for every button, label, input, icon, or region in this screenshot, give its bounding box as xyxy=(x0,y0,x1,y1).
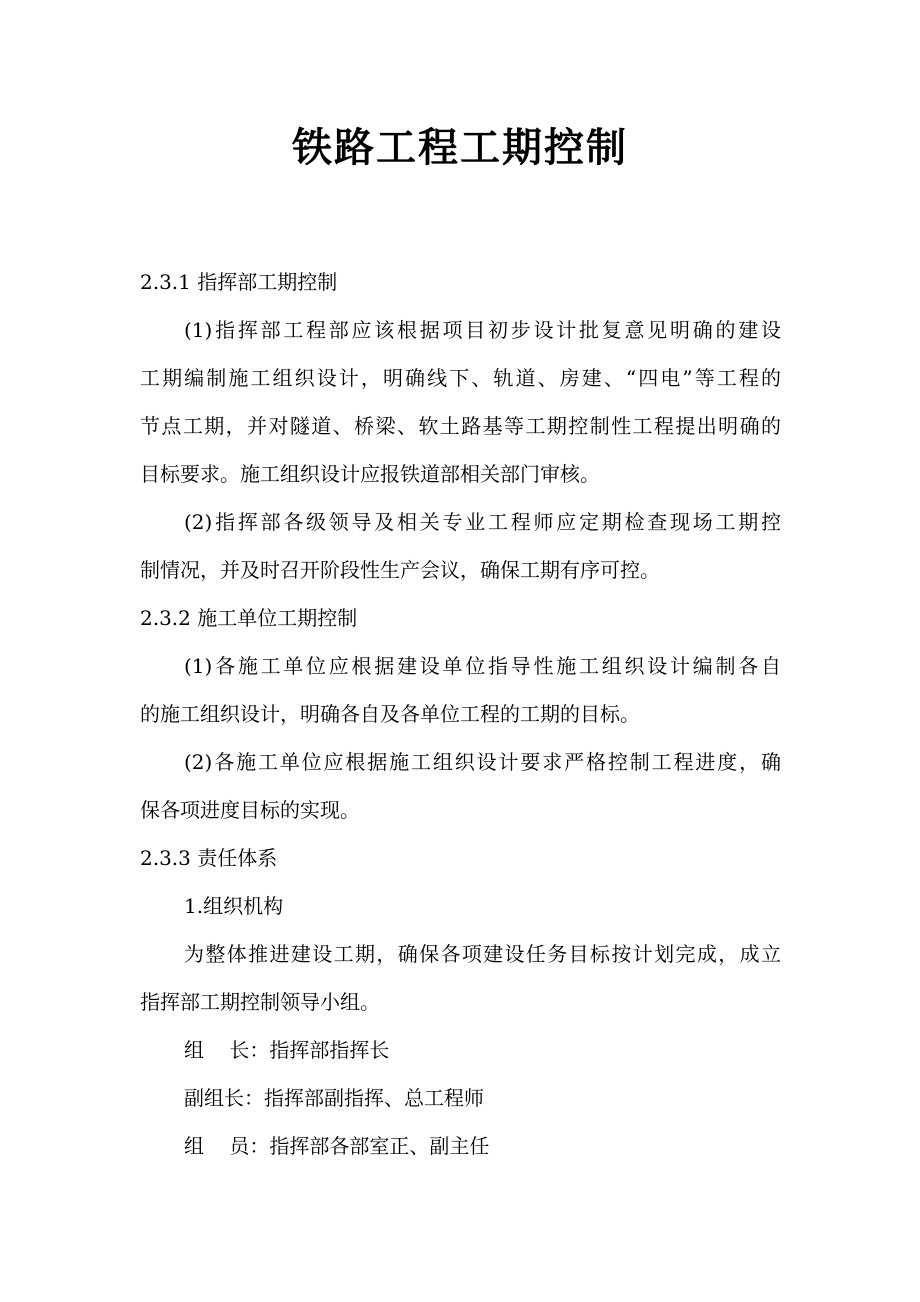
paragraph-line: (1)各施工单位应根据建设单位指导性施工组织设计编制各自 xyxy=(184,654,781,678)
paragraph-line: 为整体推进建设工期，确保各项建设任务目标按计划完成，成立 xyxy=(184,942,781,966)
paragraph-line: 指挥部工期控制领导小组。 xyxy=(140,990,380,1014)
paragraph-line: 的施工组织设计，明确各自及各单位工程的工期的目标。 xyxy=(140,702,640,726)
section-heading-2-3-2: 2.3.2 施工单位工期控制 xyxy=(140,606,358,630)
section-heading-2-3-1: 2.3.1 指挥部工期控制 xyxy=(140,270,338,294)
section-heading-2-3-3: 2.3.3 责任体系 xyxy=(140,846,278,870)
subsection-heading: 1.组织机构 xyxy=(184,894,284,918)
paragraph-line: (2)指挥部各级领导及相关专业工程师应定期检查现场工期控 xyxy=(184,510,781,534)
paragraph-line: 工期编制施工组织设计，明确线下、轨道、房建、“四电”等工程的 xyxy=(140,366,781,390)
paragraph-line: (2)各施工单位应根据施工组织设计要求严格控制工程进度，确 xyxy=(184,750,781,774)
paragraph-line: 保各项进度目标的实现。 xyxy=(140,798,360,822)
paragraph-line: 目标要求。施工组织设计应报铁道部相关部门审核。 xyxy=(140,462,600,486)
document-title: 铁路工程工期控制 xyxy=(292,124,628,171)
paragraph-line: 制情况，并及时召开阶段性生产会议，确保工期有序可控。 xyxy=(140,558,660,582)
member-leader: 组 长：指挥部指挥长 xyxy=(184,1038,390,1062)
member-members: 组 员：指挥部各部室正、副主任 xyxy=(184,1134,490,1158)
member-deputy-leader: 副组长：指挥部副指挥、总工程师 xyxy=(184,1086,484,1110)
paragraph-line: (1)指挥部工程部应该根据项目初步设计批复意见明确的建设 xyxy=(184,318,781,342)
paragraph-line: 节点工期，并对隧道、桥梁、软土路基等工期控制性工程提出明确的 xyxy=(140,414,781,438)
